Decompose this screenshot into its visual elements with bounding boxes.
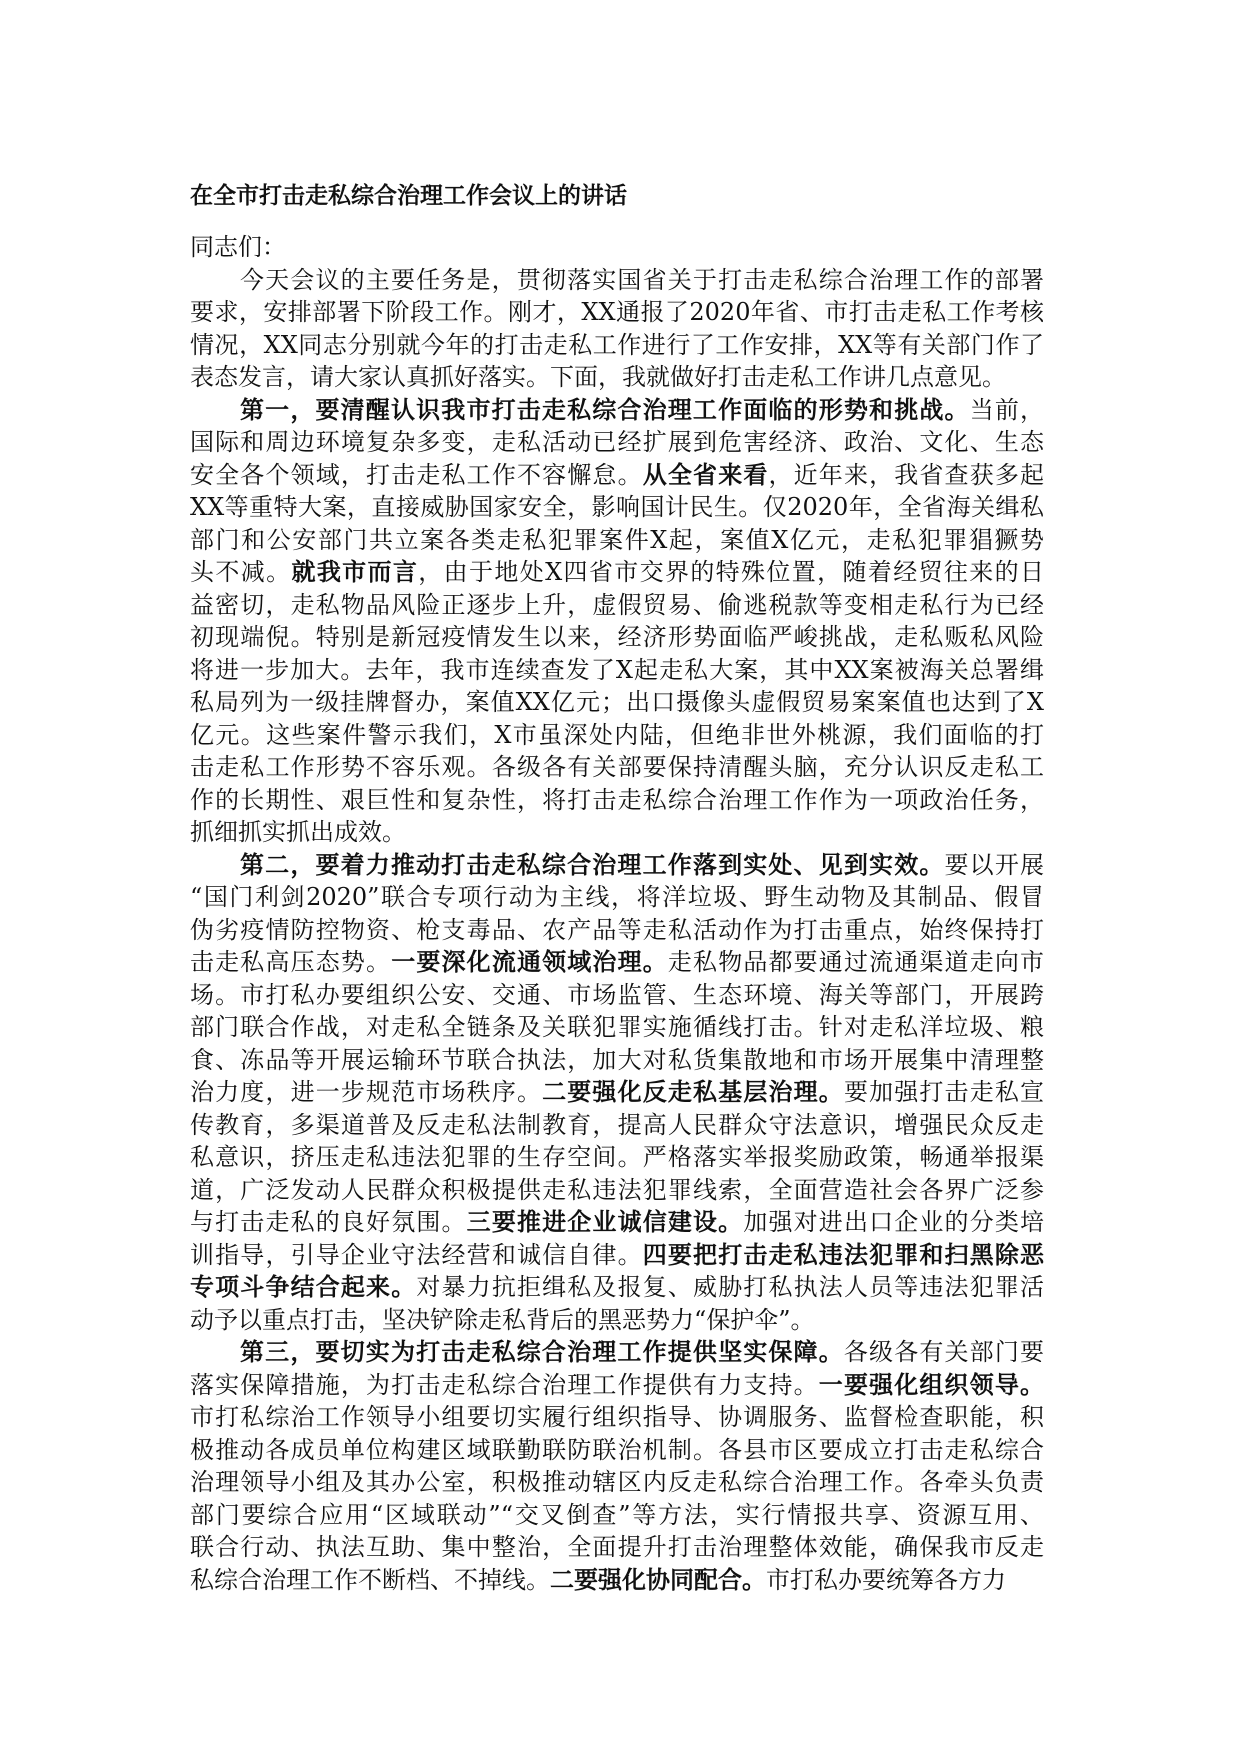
text-line: [190, 394, 1044, 427]
text-line: [190, 719, 1044, 752]
text-line: [190, 849, 1044, 882]
text-segment: 伪劣疫情防控物资、枪支毒品、农产品等走私活动作为打击重点，始终保持打: [190, 915, 1044, 944]
text-line: [190, 1271, 1044, 1304]
text-segment: 表态发言，请大家认真抓好落实。下面，我就做好打击走私工作讲几点意见。: [190, 363, 1006, 391]
text-line: [190, 491, 1044, 524]
text-segment: 亿元。这些案件警示我们，X市虽深处内陆，但绝非世外桃源，我们面临的打: [190, 720, 1044, 749]
text-segment: 益密切，走私物品风险正逐步上升，虚假贸易、偷逃税款等变相走私行为已经: [190, 590, 1044, 619]
paragraph: [190, 849, 1044, 1337]
text-segment: 将进一步加大。去年，我市连续查发了X起走私大案，其中XX案被海关总署缉: [190, 655, 1044, 684]
text-segment: 治力度，进一步规范市场秩序。: [190, 1078, 543, 1106]
text-line: [190, 1466, 1044, 1499]
document-title: 在全市打击走私综合治理工作会议上的讲话: [190, 182, 627, 209]
text-line: [190, 1141, 1044, 1174]
text-segment: 市打私综治工作领导小组要切实履行组织指导、协调服务、监督检查职能，积: [190, 1403, 1044, 1431]
text-segment: 各级各有关部门要: [843, 1338, 1045, 1366]
text-line: [190, 1401, 1044, 1434]
text-segment: 击走私高压态势。: [190, 948, 392, 976]
text-segment: XX等重特大案，直接威胁国家安全，影响国计民生。仅2020年，全省海关缉私: [190, 493, 1044, 521]
text-line: [190, 784, 1044, 817]
text-line: [190, 459, 1044, 492]
text-line: [190, 1336, 1044, 1369]
bold-text-segment: 第一，要清醒认识我市打击走私综合治理工作面临的形势和挑战。: [240, 394, 970, 424]
text-line: [190, 881, 1044, 914]
text-segment: 训指导，引导企业守法经营和诚信自律。: [190, 1240, 643, 1269]
text-segment: 落实保障措施，为打击走私综合治理工作提供有力支持。: [190, 1370, 819, 1399]
text-segment: 动予以重点打击，坚决铲除走私背后的黑恶势力“保护伞”。: [190, 1305, 815, 1334]
text-segment: 要以开展: [944, 850, 1044, 879]
text-line: [190, 1499, 1044, 1532]
text-line: [190, 686, 1044, 719]
text-segment: ，近年来，我省查获多起: [768, 460, 1045, 489]
text-segment: 部门和公安部门共立案各类走私犯罪案件X起，案值X亿元，走私犯罪猖獗势: [190, 525, 1044, 554]
text-segment: 与打击走私的良好氛围。: [190, 1208, 467, 1236]
bold-text-segment: 二要强化协同配合。: [550, 1564, 766, 1594]
text-segment: 初现端倪。特别是新冠疫情发生以来，经济形势面临严峻挑战，走私贩私风险: [190, 623, 1044, 651]
text-segment: 场。市打私办要组织公安、交通、市场监管、生态环境、海关等部门，开展跨: [190, 980, 1044, 1009]
text-segment: 联合行动、执法互助、集中整治，全面提升打击治理整体效能，确保我市反走: [190, 1533, 1044, 1561]
text-segment: 头不减。: [190, 558, 292, 586]
bold-text-segment: 第二，要着力推动打击走私综合治理工作落到实处、见到实效。: [240, 849, 945, 879]
text-line: [190, 621, 1044, 654]
text-line: [190, 1076, 1044, 1109]
text-segment: 极推动各成员单位构建区域联勤联防联治机制。各县市区要成立打击走私综合: [190, 1435, 1044, 1464]
paragraph: [190, 1336, 1044, 1596]
text-line: [190, 654, 1044, 687]
bold-text-segment: 一要深化流通领域治理。: [391, 947, 668, 976]
text-segment: 安全各个领域，打击走私工作不容懈怠。: [190, 460, 643, 489]
text-segment: 抓细抓实抓出成效。: [190, 818, 406, 846]
text-line: [190, 1564, 1044, 1597]
bold-text-segment: 四要把打击走私违法犯罪和扫黑除恶: [642, 1239, 1045, 1269]
text-segment: ，由于地处X四省市交界的特殊位置，随着经贸往来的日: [418, 558, 1045, 586]
text-line: [190, 1434, 1044, 1467]
text-line: [190, 1174, 1044, 1207]
document-body: [190, 264, 1044, 1597]
text-line: [190, 589, 1044, 622]
text-line: [190, 426, 1044, 459]
text-line: [190, 1206, 1044, 1239]
text-segment: “国门利剑2020”联合专项行动为主线，将洋垃圾、野生动物及其制品、假冒: [190, 883, 1044, 911]
text-line: [190, 524, 1044, 557]
bold-text-segment: 二要强化反走私基层治理。: [542, 1077, 844, 1106]
text-line: [190, 361, 1044, 394]
text-line: [190, 1044, 1044, 1077]
text-line: [190, 946, 1044, 979]
text-segment: 要求，安排部署下阶段工作。刚才，XX通报了2020年省、市打击走私工作考核: [190, 298, 1044, 326]
text-segment: 私综合治理工作不断档、不掉线。: [190, 1565, 550, 1594]
document-page: [190, 180, 1044, 1596]
text-segment: 国际和周边环境复杂多变，走私活动已经扩展到危害经济、政治、文化、生态: [190, 428, 1044, 456]
text-line: [190, 1304, 1044, 1337]
text-line: [190, 1369, 1044, 1402]
bold-text-segment: 第三，要切实为打击走私综合治理工作提供坚实保障。: [240, 1337, 844, 1366]
text-line: [190, 914, 1044, 947]
text-segment: 道，广泛发动人民群众积极提供走私违法犯罪线索，全面营造社会各界广泛参: [190, 1175, 1044, 1204]
bold-text-segment: 一要强化组织领导。: [818, 1369, 1045, 1399]
text-line: [190, 1239, 1044, 1272]
text-segment: 治理领导小组及其办公室，积极推动辖区内反走私综合治理工作。各牵头负责: [190, 1468, 1044, 1496]
text-segment: 今天会议的主要任务是，贯彻落实国省关于打击走私综合治理工作的部署: [240, 265, 1044, 294]
text-segment: 私局列为一级挂牌督办，案值XX亿元；出口摄像头虚假贸易案案值也达到了X: [190, 688, 1044, 716]
text-segment: 部门要综合应用“区域联动”“交叉倒查”等方法，实行情报共享、资源互用、: [190, 1500, 1044, 1529]
text-segment: 走私物品都要通过流通渠道走向市: [667, 948, 1045, 976]
text-segment: 传教育，多渠道普及反走私法制教育，提高人民群众守法意识，增强民众反走: [190, 1110, 1044, 1139]
text-segment: 对暴力抗拒缉私及报复、威胁打私执法人员等违法犯罪活: [416, 1273, 1045, 1301]
text-segment: 加强对进出口企业的分类培: [743, 1208, 1045, 1236]
text-segment: 击走私工作形势不容乐观。各级各有关部要保持清醒头脑，充分认识反走私工: [190, 753, 1044, 781]
bold-text-segment: 专项斗争结合起来。: [190, 1272, 417, 1301]
text-segment: 食、冻品等开展运输环节联合执法，加大对私货集散地和市场开展集中清理整: [190, 1045, 1044, 1074]
bold-text-segment: 从全省来看: [642, 459, 769, 489]
paragraph: [190, 394, 1044, 849]
text-line: [190, 1531, 1044, 1564]
text-line: [190, 816, 1044, 849]
text-segment: 部门联合作战，对走私全链条及关联犯罪实施循线打击。针对走私洋垃圾、粮: [190, 1013, 1044, 1041]
text-line: [190, 751, 1044, 784]
text-segment: 情况，XX同志分别就今年的打击走私工作进行了工作安排，XX等有关部门作了: [190, 330, 1044, 359]
text-line: [190, 979, 1044, 1012]
text-segment: 作的长期性、艰巨性和复杂性，将打击走私综合治理工作作为一项政治任务，: [190, 785, 1044, 814]
text-segment: 私意识，挤压走私违法犯罪的生存空间。严格落实举报奖励政策，畅通举报渠: [190, 1143, 1044, 1171]
greeting: 同志们：: [190, 233, 286, 261]
text-segment: 市打私办要统筹各方力: [766, 1565, 1006, 1594]
text-line: [190, 296, 1044, 329]
text-line: [190, 264, 1044, 297]
text-line: [190, 329, 1044, 362]
text-line: [190, 556, 1044, 589]
text-line: [190, 1109, 1044, 1142]
text-segment: 要加强打击走私宣: [843, 1078, 1045, 1106]
paragraph: [190, 264, 1044, 394]
bold-text-segment: 三要推进企业诚信建设。: [466, 1207, 744, 1236]
text-line: [190, 1011, 1044, 1044]
bold-text-segment: 就我市而言: [291, 557, 419, 586]
text-segment: 当前，: [969, 395, 1045, 424]
